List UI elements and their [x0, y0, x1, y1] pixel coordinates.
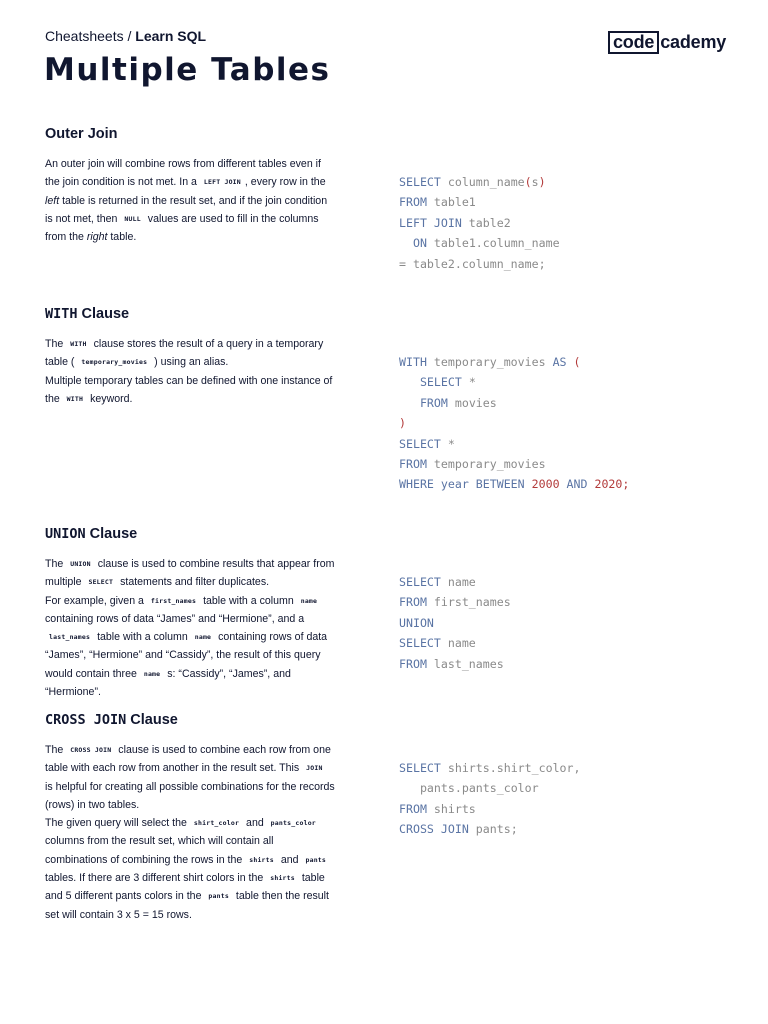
code-token: FROM: [399, 595, 427, 610]
code-block: [399, 572, 511, 674]
code-block: [399, 172, 560, 274]
desc-text: clause stores the result of a query in a temporary table (: [45, 338, 324, 369]
code-token: FROM: [399, 457, 427, 472]
code-token: SELECT: [399, 761, 441, 775]
desc-text: table with a column: [200, 594, 297, 607]
code-token: last_names: [426, 656, 504, 671]
inline-code: name: [194, 633, 212, 642]
breadcrumb: [45, 28, 206, 44]
code-token: shirts: [426, 801, 476, 816]
code-block: [399, 352, 629, 495]
code-token: 2000: [531, 477, 560, 492]
desc-text: clause is used to combine each row from one table with each row from another in the result set. This: [45, 744, 331, 775]
desc-text: and: [277, 853, 302, 866]
desc-text: clause is used to combine results that appear from multiple: [45, 558, 335, 589]
inline-code: shirt_color: [193, 819, 240, 828]
code-token: table2: [461, 215, 511, 230]
desc-text: containing rows of data “James”, “Hermione” and “Cassidy”, the result of this query would contain three: [45, 631, 328, 680]
code-token: ): [538, 175, 546, 189]
desc-text: tables. If there are 3 different shirt colors in the: [45, 872, 267, 885]
desc-text: The: [45, 744, 67, 756]
code-token: LEFT JOIN: [399, 215, 462, 230]
inline-code: CROSS JOIN: [70, 746, 112, 754]
desc-text: The given query will select the: [45, 817, 190, 830]
section-title: [45, 306, 129, 322]
section-title-text: Clause: [126, 712, 178, 728]
code-token: name: [440, 575, 476, 589]
code-token: FROM: [399, 656, 427, 671]
code-token: (: [566, 355, 581, 369]
code-token: column_name: [440, 175, 525, 189]
code-token: table1: [426, 195, 476, 210]
code-token: SELECT: [399, 436, 441, 451]
code-token: AS: [552, 355, 567, 369]
code-token: UNION: [399, 615, 434, 630]
inline-code: shirts: [249, 855, 274, 864]
inline-code: WITH: [66, 394, 84, 403]
code-token: ): [399, 416, 406, 431]
code-token: table1.column_name: [426, 236, 560, 251]
desc-text: ) using an alias.: [151, 356, 229, 369]
code-token: pants;: [468, 822, 518, 837]
page-title: Multiple Tables: [44, 52, 331, 88]
code-token: temporary_movies: [426, 457, 546, 472]
inline-code: first_names: [150, 596, 197, 605]
inline-code: WITH: [70, 340, 87, 348]
logo-box-text: code: [608, 31, 659, 54]
desc-text: statements and filter duplicates.: [117, 576, 270, 589]
code-token: = table2.column_name;: [399, 256, 546, 271]
desc-text: An outer join will combine rows from different tables even if the join condition is not met. In a: [45, 158, 321, 189]
code-token: FROM: [399, 801, 427, 816]
code-token: SELECT: [399, 175, 441, 189]
inline-code: name: [143, 669, 161, 678]
desc-text: table then the result set will contain 3 x 5 = 15 rows.: [45, 890, 329, 921]
inline-code: UNION: [70, 560, 91, 568]
section-description: [45, 555, 335, 701]
code-token: temporary_movies: [426, 355, 553, 369]
code-token: first_names: [426, 595, 511, 610]
section-description: [45, 155, 335, 246]
code-token: *: [440, 436, 455, 451]
desc-text: keyword.: [87, 392, 133, 405]
desc-text: Multiple temporary tables can be defined with one instance of the: [45, 374, 333, 405]
code-token: SELECT: [399, 636, 441, 651]
code-token: 2020: [594, 477, 623, 492]
logo-rest-text: cademy: [660, 32, 727, 52]
section-title-text: Clause: [77, 306, 130, 322]
desc-text: containing rows of data “James” and “Hermione”, and a: [45, 612, 305, 625]
inline-code: shirts: [270, 874, 295, 883]
section-title-code: UNION: [45, 526, 86, 542]
inline-code: LEFT JOIN: [203, 178, 241, 187]
breadcrumb-current[interactable]: Learn SQL: [135, 28, 207, 44]
inline-code: NULL: [124, 214, 141, 223]
code-token: CROSS JOIN: [399, 822, 469, 837]
inline-code: last_names: [49, 633, 91, 642]
code-token: shirts.shirt_color,: [440, 761, 581, 775]
code-token: pants.pants_color: [419, 781, 539, 796]
desc-text: table.: [107, 231, 137, 244]
breadcrumb-link-cheatsheets[interactable]: Cheatsheets /: [45, 28, 132, 44]
code-token: WITH: [399, 355, 427, 369]
inline-code: pants_color: [270, 819, 316, 828]
desc-text: , every row in the: [244, 176, 326, 189]
desc-text: table and 5 different pants colors in the: [45, 872, 325, 903]
desc-text: The: [45, 338, 67, 350]
inline-code: pants: [208, 892, 229, 901]
section-title-code: WITH: [45, 306, 78, 322]
desc-text: values are used to fill in the columns from the: [45, 212, 319, 244]
desc-text: table is returned in the result set, and if the join condition is not met, then: [45, 194, 328, 225]
code-token: SELECT: [399, 575, 441, 589]
inline-code: JOIN: [306, 764, 323, 773]
desc-text: columns from the result set, which will contain all combinations of combining the rows in the: [45, 835, 274, 866]
section-title-code: CROSS JOIN: [45, 712, 127, 728]
desc-text: The: [45, 558, 67, 570]
code-token: SELECT: [419, 375, 462, 390]
desc-text: is helpful for creating all possible combinations for the records (rows) in two tables.: [45, 780, 335, 811]
code-token: ;: [622, 477, 630, 492]
inline-code: name: [300, 596, 318, 605]
code-token: s: [531, 175, 539, 189]
code-token: WHERE year BETWEEN: [399, 477, 525, 492]
section-description: [45, 335, 335, 408]
code-token: *: [461, 375, 476, 390]
code-token: AND: [566, 477, 588, 492]
inline-code: pants: [305, 855, 327, 864]
desc-text: table with a column: [94, 631, 191, 644]
desc-text: For example, given a: [45, 594, 147, 607]
section-title: Outer Join: [45, 126, 118, 142]
desc-text: s: “Cassidy”, “James”, and “Hermione”.: [45, 667, 291, 699]
desc-text: and: [243, 817, 267, 830]
desc-emphasis: right: [86, 231, 108, 244]
section-title-text: Clause: [85, 526, 138, 542]
section-title: [45, 712, 178, 728]
desc-emphasis: left: [45, 194, 60, 207]
code-token: FROM: [419, 395, 448, 410]
code-token: movies: [447, 395, 497, 410]
section-description: [45, 741, 335, 924]
inline-code: temporary_movies: [81, 358, 148, 367]
codecademy-logo[interactable]: [608, 31, 726, 54]
code-token: ON: [412, 236, 427, 251]
inline-code: SELECT: [88, 578, 114, 587]
code-token: name: [440, 636, 476, 651]
section-title: [45, 526, 137, 542]
code-token: (: [524, 175, 532, 189]
code-block: [399, 758, 581, 840]
code-token: FROM: [399, 195, 427, 210]
